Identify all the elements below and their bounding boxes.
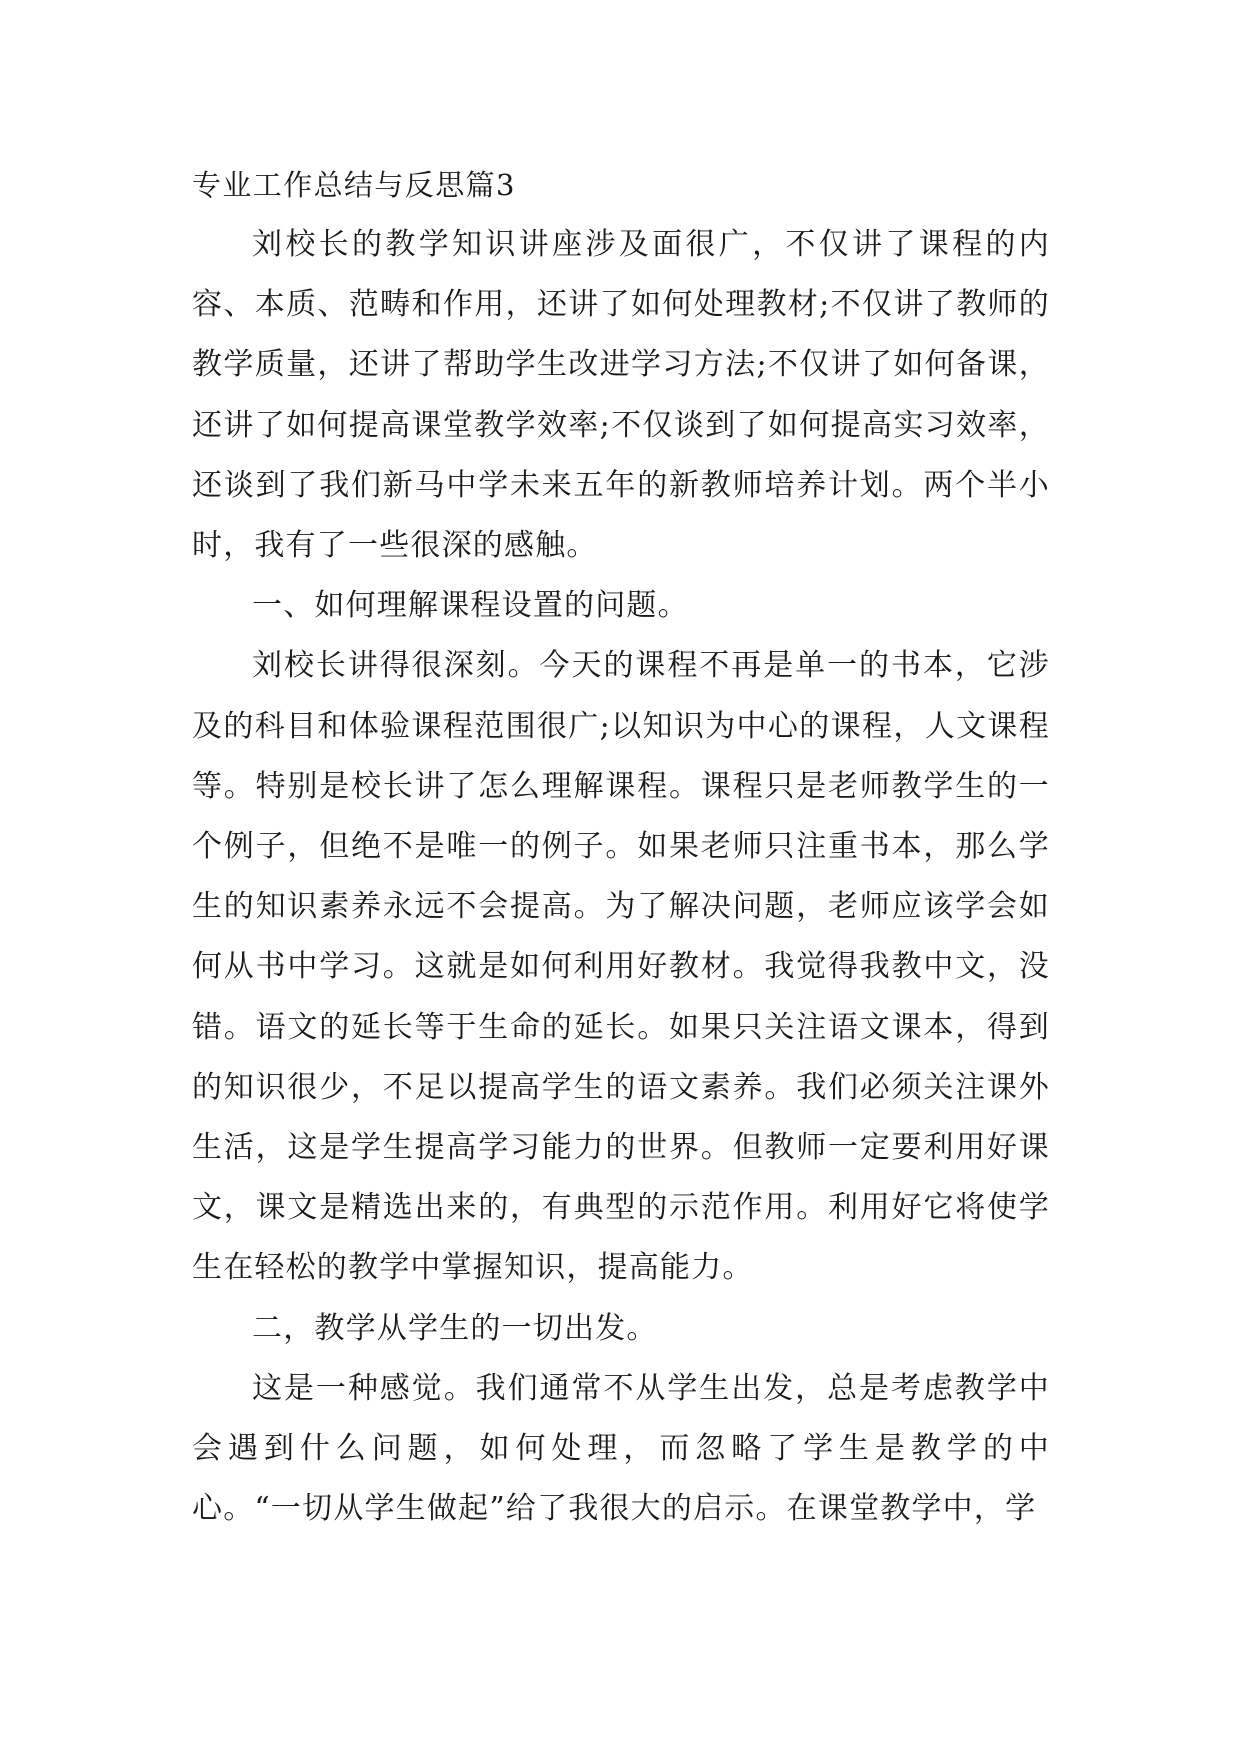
- section-heading-1: 一、如何理解课程设置的问题。: [252, 588, 689, 624]
- document-body: [192, 162, 1050, 1539]
- paragraph-curriculum: 刘校长讲得很深刻。今天的课程不再是单一的书本，它涉及的科目和体验课程范围很广;以知识为中心的课程，人文课程等。特别是校长讲了怎么理解课程。课程只是老师教学生的一个例子，但绝不是唯一的例子。如果老师只注重书本，那么学生的知识素养永远不会提高。为了解决问题，老师应该学会如何从书中学习。这就是如何利用好教材。我觉得我教中文，没错。语文的延长等于生命的延长。如果只关注语文课本，得到的知识很少，不足以提高学生的语文素养。我们必须关注课外生活，这是学生提高学习能力的世界。但教师一定要利用好课文，课文是精选出来的，有典型的示范作用。利用好它将使学生在轻松的教学中掌握知识，提高能力。: [192, 648, 1050, 1286]
- document-title: 专业工作总结与反思篇3: [192, 168, 516, 202]
- paragraph-intro: 刘校长的教学知识讲座涉及面很广，不仅讲了课程的内容、本质、范畴和作用，还讲了如何处理教材;不仅讲了教师的教学质量，还讲了帮助学生改进学习方法;不仅讲了如何备课，还讲了如何提高课堂教学效率;不仅谈到了如何提高实习效率，还谈到了我们新马中学未来五年的新教师培养计划。两个半小时，我有了一些很深的感触。: [192, 227, 1050, 564]
- section-heading-2: 二，教学从学生的一切出发。: [252, 1310, 658, 1346]
- paragraph-students: 这是一种感觉。我们通常不从学生出发，总是考虑教学中会遇到什么问题，如何处理，而忽略了学生是教学的中心。“一切从学生做起”给了我很大的启示。在课堂教学中，学: [192, 1370, 1050, 1527]
